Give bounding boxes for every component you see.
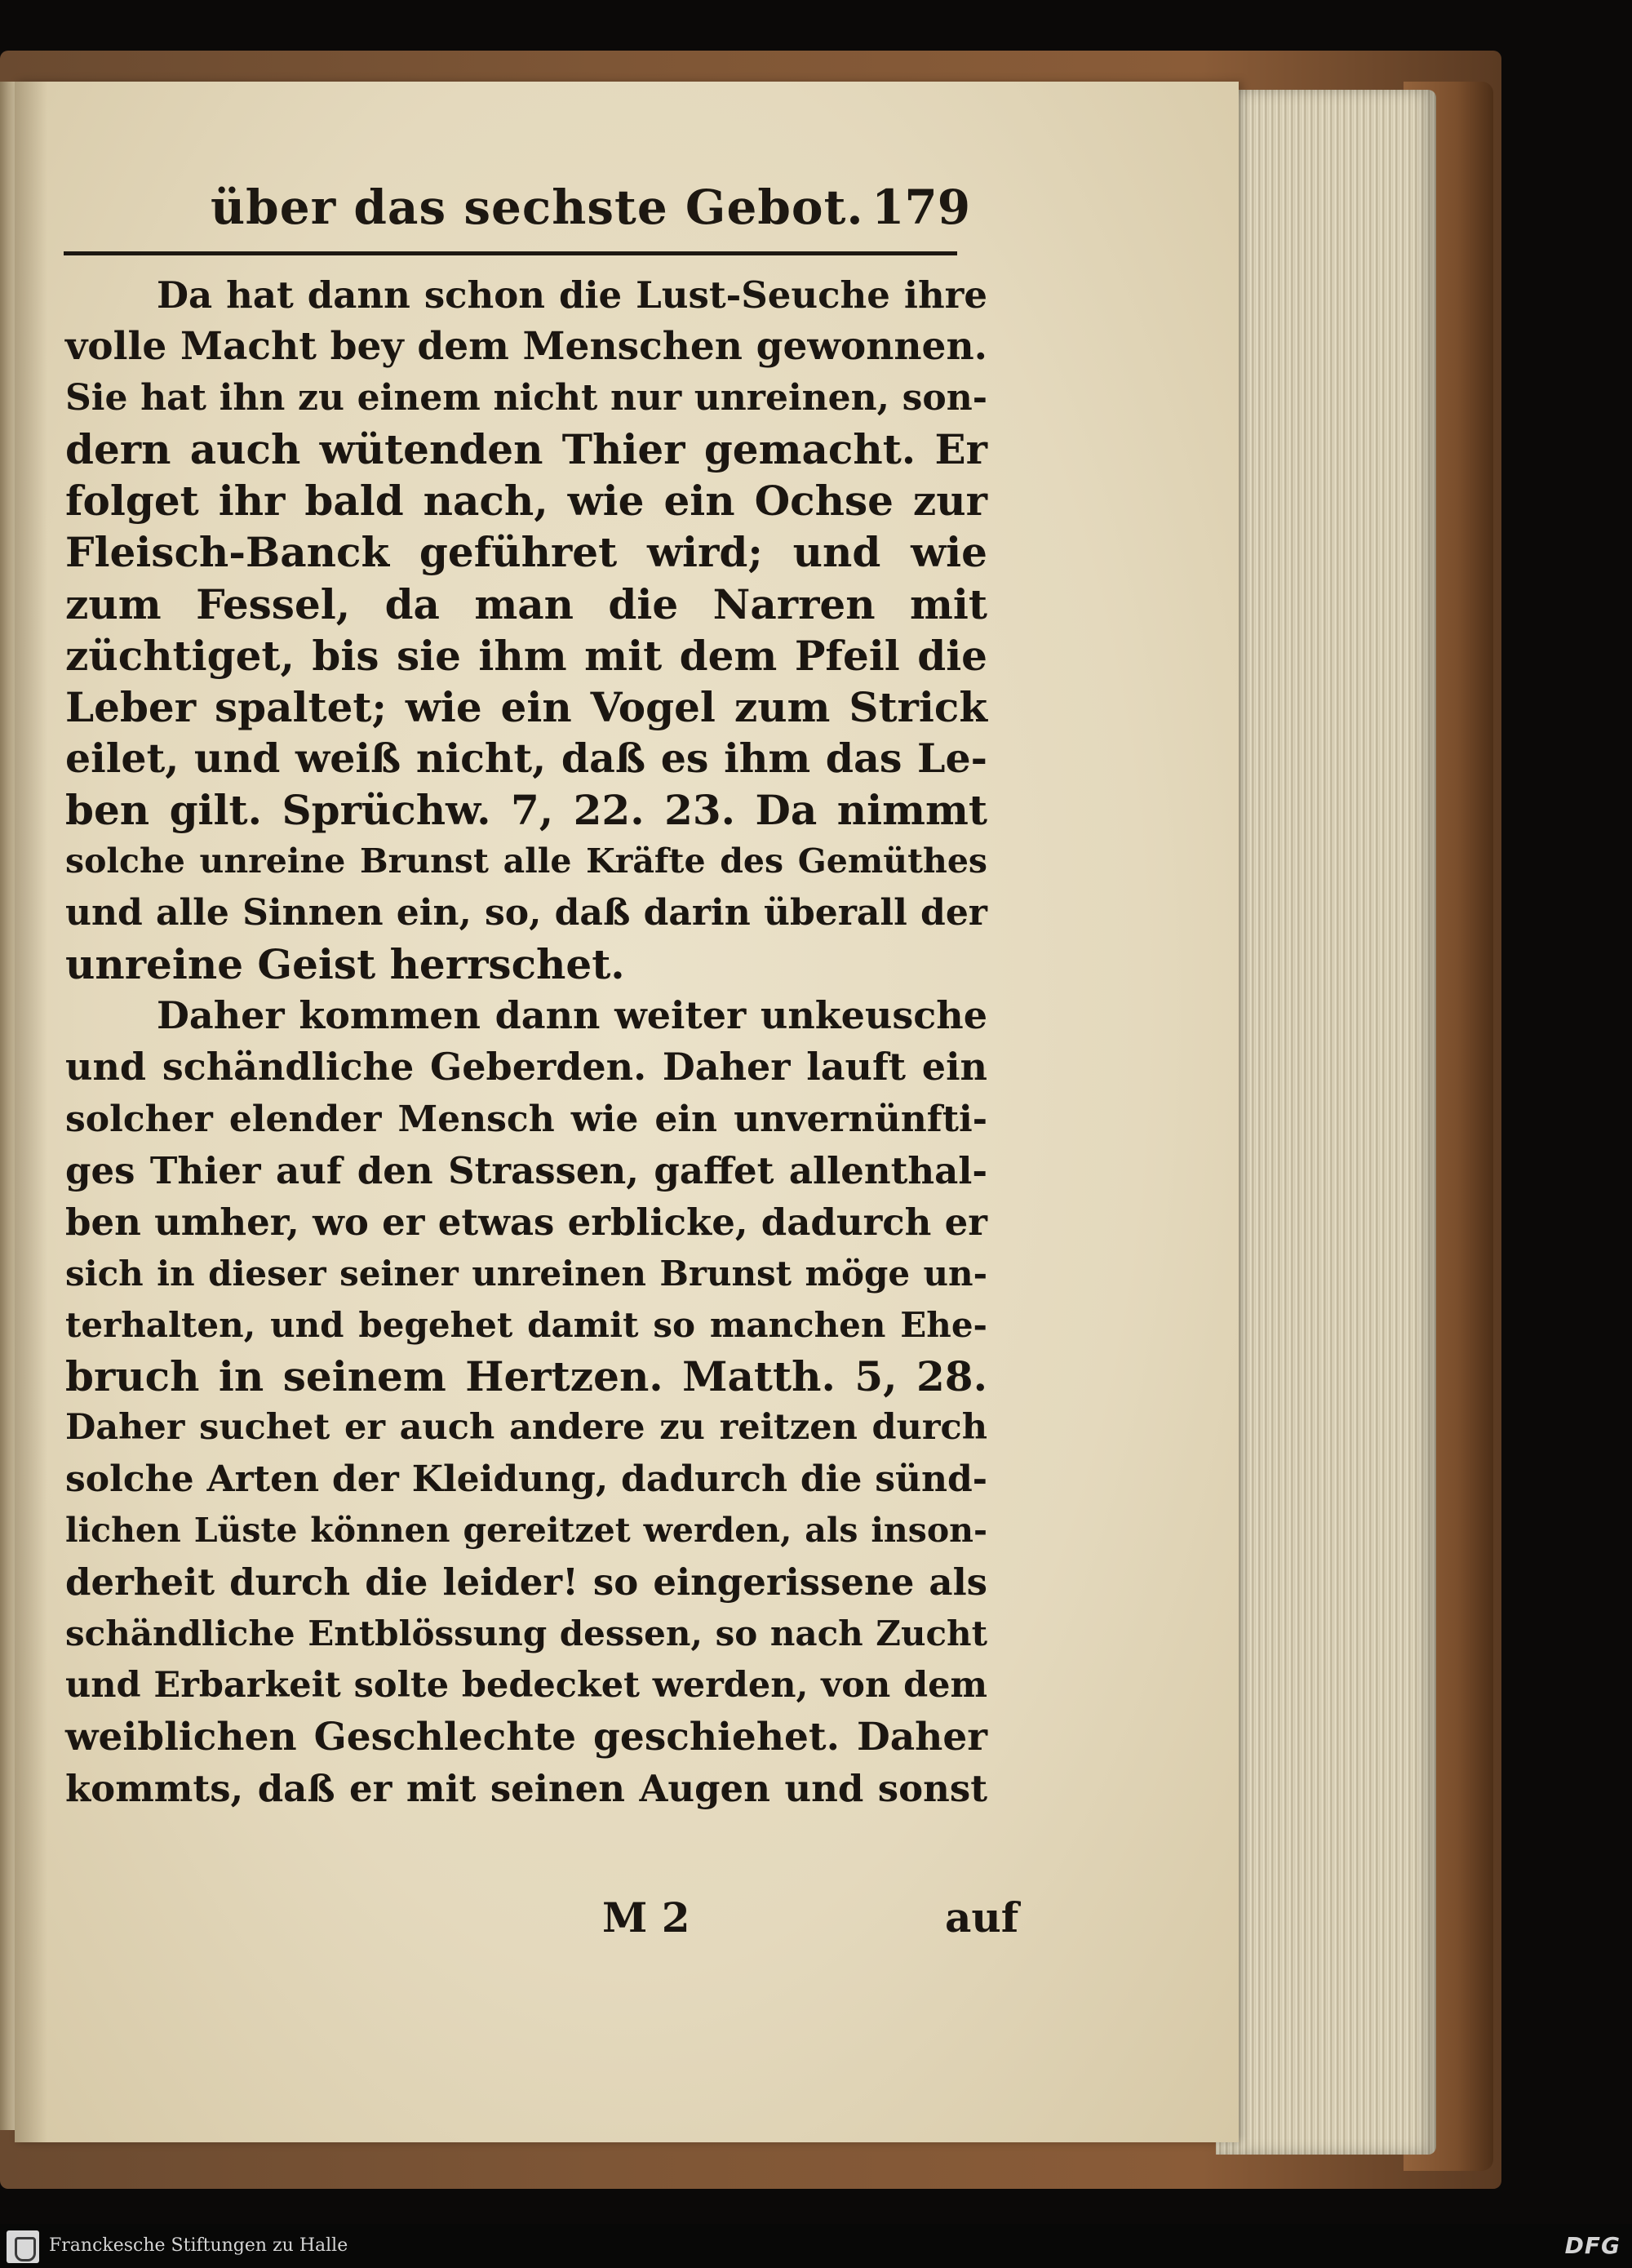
catchword: auf [945,1893,1019,1942]
text-line: züchtiget, bis sie ihm mit dem Pfeil die [65,631,987,680]
text-line: dern auch wütenden Thier gemacht. Er [65,425,987,474]
text-line: Da hat dann schon die Lust-Seuche ihre [157,273,987,317]
text-line: solcher elender Mensch wie ein unvernünfti- [65,1098,987,1140]
text-line: solche Arten der Kleidung, dadurch die sünd- [65,1458,987,1501]
text-line: zum Fessel, da man die Narren mit [65,579,987,628]
text-line: Fleisch-Banck geführet wird; und wie [65,528,987,577]
text-line: ben umher, wo er etwas erblicke, dadurch er [65,1200,987,1244]
text-line: sich in dieser seiner unreinen Brunst möge un- [65,1253,987,1294]
text-line: und schändliche Geberden. Daher lauft ein [65,1045,987,1090]
text-line: weiblichen Geschlechte geschiehet. Daher [65,1714,987,1760]
text-line: ges Thier auf den Strassen, gaffet allenthal- [65,1148,987,1192]
institution-logo-icon [7,2230,39,2263]
book-page [15,82,1239,2142]
text-line: schändliche Entblössung dessen, so nach Zucht [65,1613,987,1654]
text-line: und Erbarkeit solte bedecket werden, von dem [65,1664,987,1706]
text-line: solche unreine Brunst alle Kräfte des Gemüthes [65,841,987,881]
text-line: lichen Lüste können gereitzet werden, als inson- [65,1511,987,1551]
text-line: Sie hat ihn zu einem nicht nur unreinen, son- [65,377,987,419]
running-head: über das sechste Gebot. [211,180,864,235]
text-line: volle Macht bey dem Menschen gewonnen. [65,324,987,370]
page-number: 179 [871,180,971,235]
text-line: ben gilt. Sprüchw. 7, 22. 23. Da nimmt [65,785,987,834]
text-line: folget ihr bald nach, wie ein Ochse zur [65,477,987,526]
text-line: eilet, und weiß nicht, daß es ihm das Le- [65,734,987,782]
header-rule [64,251,957,255]
institution-name: Franckesche Stiftungen zu Halle [49,2235,348,2256]
signature-mark: M 2 [602,1893,690,1942]
dfg-logo: DFG [1564,2232,1621,2259]
credit-bar [0,2224,1632,2268]
text-line: unreine Geist herrschet. [65,940,625,989]
text-line: und alle Sinnen ein, so, daß darin überall der [65,892,987,934]
page-edges [1216,90,1436,2155]
text-line: bruch in seinem Hertzen. Matth. 5, 28. [65,1351,987,1400]
text-line: Daher kommen dann weiter unkeusche [157,993,987,1038]
body-text [65,269,987,1814]
text-line: kommts, daß er mit seinen Augen und sonst [65,1766,987,1810]
text-line: Leber spaltet; wie ein Vogel zum Strick [65,682,987,731]
text-line: derheit durch die leider! so eingerissene als [65,1560,987,1604]
text-line: terhalten, und begehet damit so manchen Ehe- [65,1304,987,1345]
text-line: Daher suchet er auch andere zu reitzen durch [65,1407,987,1449]
